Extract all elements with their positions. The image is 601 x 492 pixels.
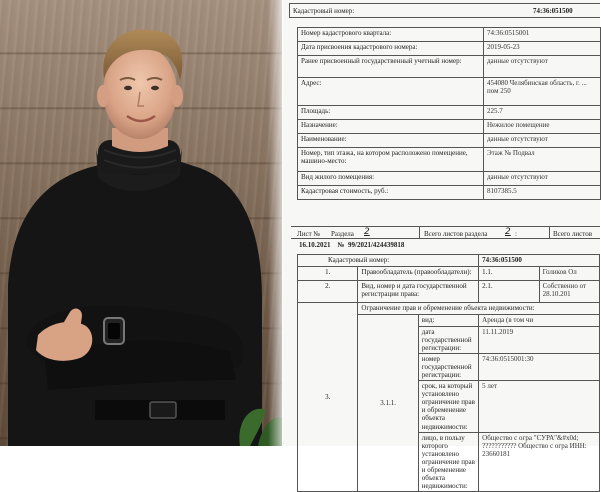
table-row: [298, 172, 601, 186]
row-key: вид:: [418, 315, 478, 327]
row-value: 225.7: [484, 106, 601, 120]
row-number: 3.: [298, 303, 358, 492]
total-sheets-label: Всего листов раздела: [424, 230, 488, 238]
row-key: лицо, в пользу которого установлено ограничение прав и обременение объекта недвижимости:: [418, 432, 478, 491]
kad-label-cell: [298, 255, 479, 267]
table-row: [298, 186, 601, 200]
row-value: данные отсутствуют: [484, 172, 601, 186]
row-key: Наименование:: [298, 134, 484, 148]
rights-table: [297, 254, 600, 492]
sheet-divider: [419, 227, 420, 238]
table-row: [298, 303, 600, 315]
row-index: 2.1.: [479, 281, 539, 303]
table-row: [298, 120, 601, 134]
row-key: Кадастровая стоимость, руб.:: [298, 186, 484, 200]
photo-edge-fade: [268, 0, 282, 446]
registration-line: [299, 241, 404, 249]
row-value: Нежилое помещение: [484, 120, 601, 134]
table-row: [298, 281, 600, 303]
row-key: Адрес:: [298, 78, 484, 106]
row-key: Вид, номер и дата государственной регистрации права:: [358, 281, 479, 303]
row-number: 1.: [298, 267, 358, 281]
row-key: Площадь:: [298, 106, 484, 120]
table-row: [298, 78, 601, 106]
restrictions-title: Ограничение прав и обременение объекта недвижимости:: [358, 303, 600, 315]
row-key: Ранее присвоенный государственный учетный номер:: [298, 56, 484, 78]
row-key: номер государственной регистрации:: [418, 354, 478, 381]
person-photo: [0, 0, 282, 446]
section-label: Раздела: [331, 230, 354, 238]
row-value: Аренда (в том чи: [479, 315, 600, 327]
total-sheets-value: 2: [505, 227, 511, 237]
property-info-table: [297, 27, 601, 200]
row-key: Номер, тип этажа, на котором расположено помещение, машино-место:: [298, 148, 484, 172]
kad-value: 74:36:051500: [479, 255, 600, 267]
sheet-divider: [549, 227, 550, 238]
row-value: данные отсутствуют: [484, 56, 601, 78]
sub-row-number: 3.1.1.: [358, 315, 418, 492]
row-index: 1.1.: [479, 267, 539, 281]
cadastral-extract-document: [283, 0, 600, 490]
cadastral-number-header: [289, 3, 600, 18]
row-key: Дата присвоения кадастрового номера:: [298, 42, 484, 56]
section-value: 2: [364, 227, 370, 237]
row-value: данные отсутствуют: [484, 134, 601, 148]
table-row: [298, 56, 601, 78]
all-sheets-label: Всего листов: [553, 230, 593, 238]
registration-number: 99/2021/424439818: [348, 241, 405, 249]
table-row: [298, 42, 601, 56]
sheet-label: Лист №: [297, 230, 321, 238]
table-row: [298, 267, 600, 281]
table-row: [298, 28, 601, 42]
row-value: 5 лет: [479, 381, 600, 432]
row-key: дата государственной регистрации:: [418, 327, 478, 354]
registration-number-label: №: [337, 241, 345, 249]
row-value: 11.11.2019: [479, 327, 600, 354]
row-value: Голиков Ол: [539, 267, 599, 281]
row-key: Назначение:: [298, 120, 484, 134]
table-row: [298, 134, 601, 148]
row-value: 8107385.5: [484, 186, 601, 200]
row-value: Этаж № Подвал: [484, 148, 601, 172]
table-row: [298, 106, 601, 120]
row-value: Собственно от 28.10.201: [539, 281, 599, 303]
registration-date: 16.10.2021: [299, 241, 331, 249]
table-row: [298, 255, 600, 267]
total-sheets-suffix: :: [515, 230, 517, 238]
row-value: 74:36:0515001: [484, 28, 601, 42]
row-key: Номер кадастрового квартала:: [298, 28, 484, 42]
row-number: 2.: [298, 281, 358, 303]
table-row: [298, 148, 601, 172]
person-figure: [0, 0, 282, 446]
row-value: 74:36:0515001:30: [479, 354, 600, 381]
row-value: Общество с огра "СУРА"&#x0d; ??????????? Общество с огра ИНН: 23660181: [479, 432, 600, 491]
cadastral-number-label: Кадастровый номер:: [293, 7, 355, 15]
row-value: 454080 Челябинская область, г. ... пом 250: [484, 78, 601, 106]
cadastral-number-value: 74:36:051500: [533, 7, 573, 15]
row-key: срок, на который установлено ограничение прав и обременение объекта недвижимости:: [418, 381, 478, 432]
row-key: Правообладатель (правообладатели):: [358, 267, 479, 281]
kad-label: Кадастровый номер:: [328, 256, 390, 264]
row-key: Вид жилого помещения:: [298, 172, 484, 186]
row-value: 2019-05-23: [484, 42, 601, 56]
sheet-counter-line: [291, 226, 600, 239]
